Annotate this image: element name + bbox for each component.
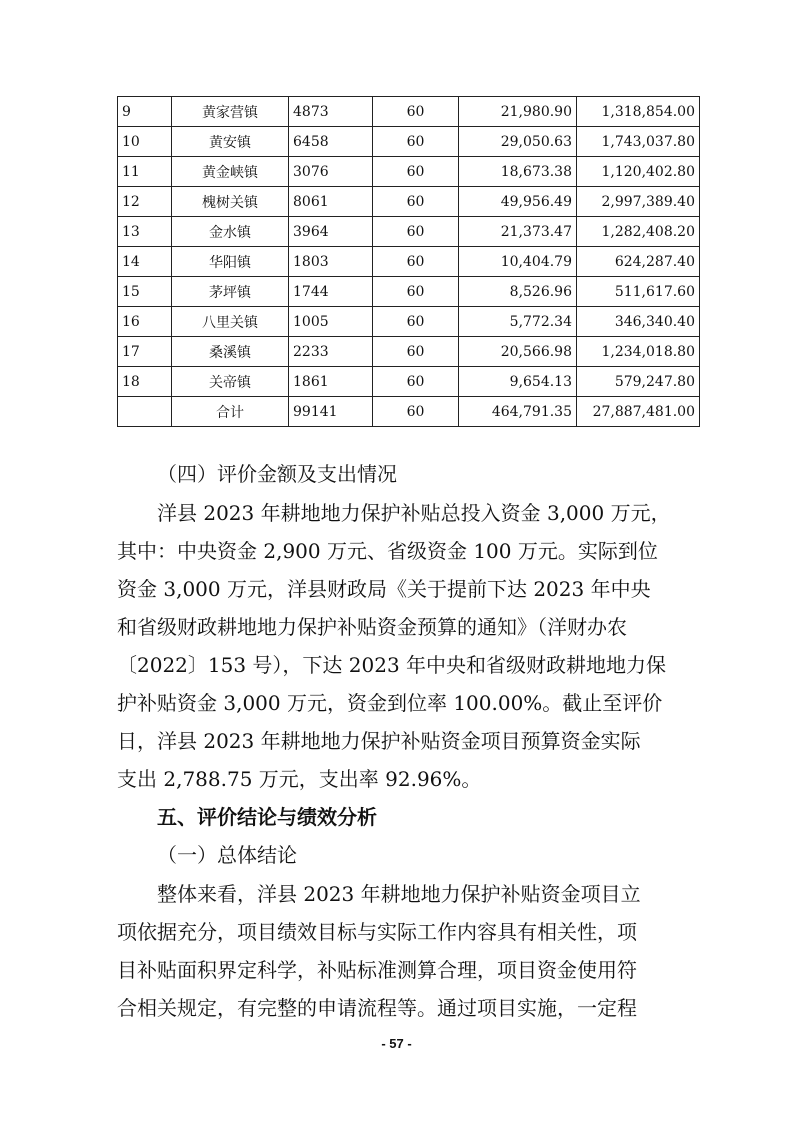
table-row xyxy=(118,187,700,217)
subsidy-area-cell: 464,791.35 xyxy=(459,397,577,427)
row-index-cell: 10 xyxy=(118,127,172,157)
page-number: - 57 - xyxy=(381,1036,412,1051)
subsidy-amount-cell: 579,247.80 xyxy=(577,367,700,397)
table-row xyxy=(118,97,700,127)
town-name-cell: 茅坪镇 xyxy=(172,277,289,307)
subsidy-area-cell: 10,404.79 xyxy=(459,247,577,277)
household-count-cell: 4873 xyxy=(289,97,373,127)
town-name-cell: 桑溪镇 xyxy=(172,337,289,367)
subsidy-amount-cell: 511,617.60 xyxy=(577,277,700,307)
subsidy-standard-cell: 60 xyxy=(373,217,459,247)
subsidy-amount-cell: 624,287.40 xyxy=(577,247,700,277)
row-index-cell: 15 xyxy=(118,277,172,307)
section-heading-4: （四）评价金额及支出情况 xyxy=(157,462,397,486)
town-name-cell: 八里关镇 xyxy=(172,307,289,337)
subsidy-amount-cell: 27,887,481.00 xyxy=(577,397,700,427)
subsidy-area-cell: 21,373.47 xyxy=(459,217,577,247)
household-count-cell: 2233 xyxy=(289,337,373,367)
subsidy-amount-cell: 1,743,037.80 xyxy=(577,127,700,157)
subsidy-area-cell: 18,673.38 xyxy=(459,157,577,187)
row-index-cell: 12 xyxy=(118,187,172,217)
table-row xyxy=(118,127,700,157)
subsidy-area-cell: 5,772.34 xyxy=(459,307,577,337)
subsidy-amount-cell: 1,318,854.00 xyxy=(577,97,700,127)
paragraph-line: 和省级财政耕地地力保护补贴资金预算的通知》（洋财办农 xyxy=(117,615,627,639)
subsidy-standard-cell: 60 xyxy=(373,97,459,127)
town-name-cell: 金水镇 xyxy=(172,217,289,247)
row-index-cell: 17 xyxy=(118,337,172,367)
household-count-cell: 1744 xyxy=(289,277,373,307)
town-name-cell: 槐树关镇 xyxy=(172,187,289,217)
table-row xyxy=(118,307,700,337)
household-count-cell: 6458 xyxy=(289,127,373,157)
table-total-row xyxy=(118,397,700,427)
subsidy-standard-cell: 60 xyxy=(373,397,459,427)
subsection-heading: （一）总体结论 xyxy=(157,843,297,867)
town-name-cell: 华阳镇 xyxy=(172,247,289,277)
paragraph-line: 日，洋县 2023 年耕地地力保护补贴资金项目预算资金实际 xyxy=(117,729,641,753)
paragraph-line: 洋县 2023 年耕地地力保护补贴总投入资金 3,000 万元， xyxy=(157,501,671,525)
household-count-cell: 8061 xyxy=(289,187,373,217)
subsidy-standard-cell: 60 xyxy=(373,277,459,307)
table-row xyxy=(118,217,700,247)
table-row xyxy=(118,367,700,397)
subsidy-standard-cell: 60 xyxy=(373,187,459,217)
paragraph-line: 〔2022〕153 号），下达 2023 年中央和省级财政耕地地力保 xyxy=(117,653,667,677)
paragraph-line: 合相关规定，有完整的申请流程等。通过项目实施，一定程 xyxy=(117,996,637,1020)
subsidy-standard-cell: 60 xyxy=(373,367,459,397)
row-index-cell: 13 xyxy=(118,217,172,247)
paragraph-line: 护补贴资金 3,000 万元，资金到位率 100.00%。截止至评价 xyxy=(117,691,663,715)
paragraph-line: 其中：中央资金 2,900 万元、省级资金 100 万元。实际到位 xyxy=(117,539,658,563)
table-row xyxy=(118,277,700,307)
subsidy-amount-cell: 1,234,018.80 xyxy=(577,337,700,367)
town-name-cell: 关帝镇 xyxy=(172,367,289,397)
subsidy-standard-cell: 60 xyxy=(373,157,459,187)
subsidy-amount-cell: 346,340.40 xyxy=(577,307,700,337)
household-count-cell: 99141 xyxy=(289,397,373,427)
table-row xyxy=(118,157,700,187)
town-name-cell: 黄金峡镇 xyxy=(172,157,289,187)
table-body xyxy=(118,97,700,427)
subsidy-standard-cell: 60 xyxy=(373,307,459,337)
paragraph-line: 整体来看，洋县 2023 年耕地地力保护补贴资金项目立 xyxy=(157,882,641,906)
subsidy-table xyxy=(117,96,700,427)
subsidy-amount-cell: 1,120,402.80 xyxy=(577,157,700,187)
subsidy-area-cell: 20,566.98 xyxy=(459,337,577,367)
household-count-cell: 1005 xyxy=(289,307,373,337)
row-index-cell xyxy=(118,397,172,427)
household-count-cell: 1803 xyxy=(289,247,373,277)
subsidy-area-cell: 21,980.90 xyxy=(459,97,577,127)
subsidy-amount-cell: 1,282,408.20 xyxy=(577,217,700,247)
town-name-cell: 黄安镇 xyxy=(172,127,289,157)
paragraph-line: 资金 3,000 万元，洋县财政局《关于提前下达 2023 年中央 xyxy=(117,577,651,601)
household-count-cell: 3076 xyxy=(289,157,373,187)
row-index-cell: 16 xyxy=(118,307,172,337)
subsidy-standard-cell: 60 xyxy=(373,247,459,277)
paragraph-line: 项依据充分，项目绩效目标与实际工作内容具有相关性，项 xyxy=(117,920,637,944)
subsidy-area-cell: 9,654.13 xyxy=(459,367,577,397)
town-name-cell: 黄家营镇 xyxy=(172,97,289,127)
row-index-cell: 11 xyxy=(118,157,172,187)
subsidy-standard-cell: 60 xyxy=(373,337,459,367)
town-name-cell: 合计 xyxy=(172,397,289,427)
subsidy-area-cell: 29,050.63 xyxy=(459,127,577,157)
section-heading-5: 五、评价结论与绩效分析 xyxy=(157,805,377,829)
household-count-cell: 1861 xyxy=(289,367,373,397)
subsidy-standard-cell: 60 xyxy=(373,127,459,157)
subsidy-amount-cell: 2,997,389.40 xyxy=(577,187,700,217)
household-count-cell: 3964 xyxy=(289,217,373,247)
table-row xyxy=(118,247,700,277)
paragraph-line: 支出 2,788.75 万元，支出率 92.96%。 xyxy=(117,767,482,791)
subsidy-area-cell: 49,956.49 xyxy=(459,187,577,217)
subsidy-area-cell: 8,526.96 xyxy=(459,277,577,307)
row-index-cell: 9 xyxy=(118,97,172,127)
row-index-cell: 14 xyxy=(118,247,172,277)
table-row xyxy=(118,337,700,367)
row-index-cell: 18 xyxy=(118,367,172,397)
paragraph-line: 目补贴面积界定科学，补贴标准测算合理，项目资金使用符 xyxy=(117,958,637,982)
